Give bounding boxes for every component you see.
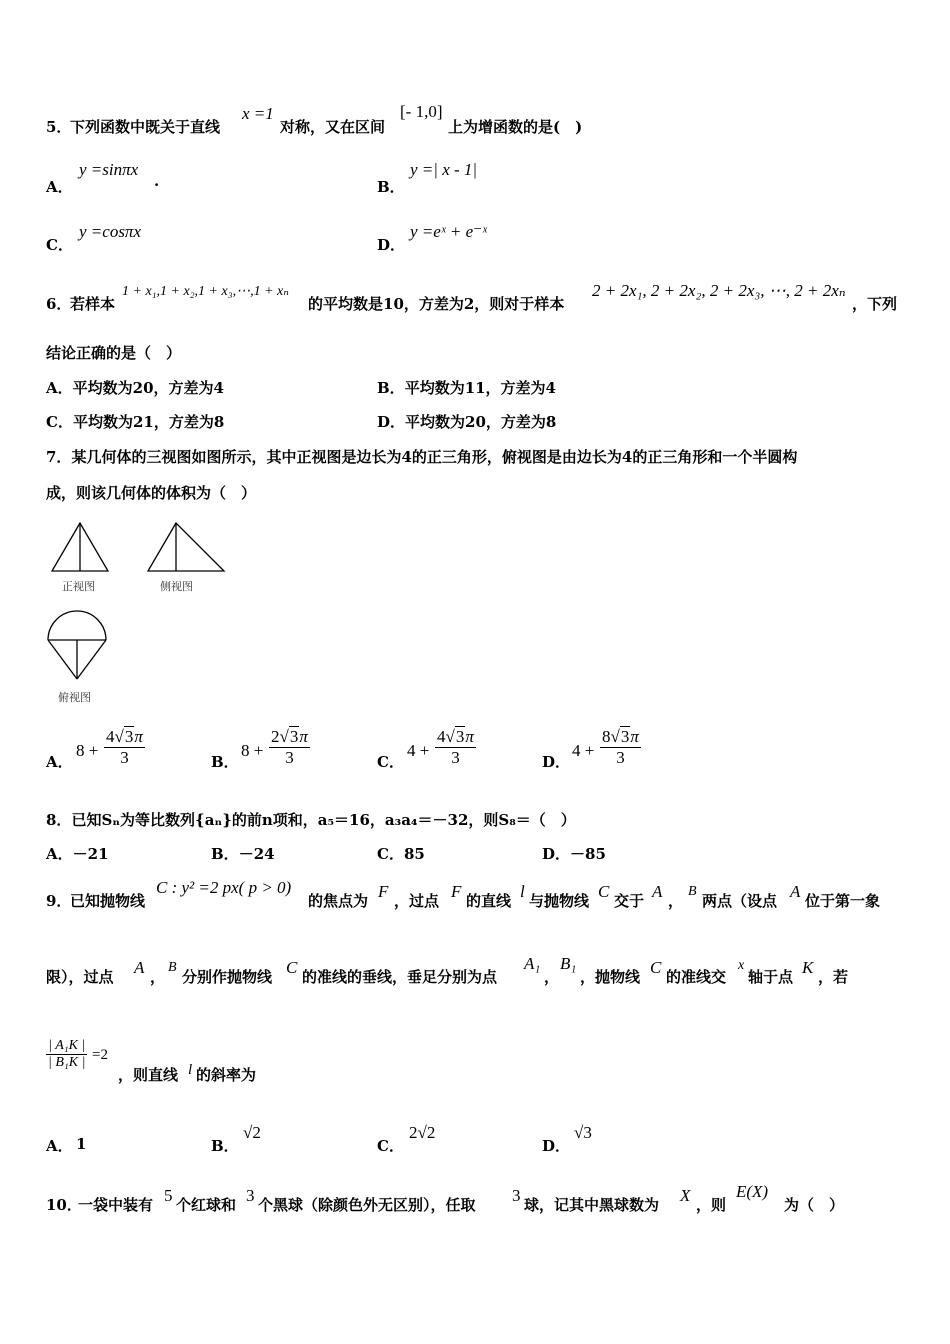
q7-c-pi: π (465, 727, 474, 746)
q9-l2-point-a: A (134, 958, 145, 977)
q9-point-a1: A₁ (524, 954, 541, 973)
q5-option-b-expr: y =| x - 1| (410, 160, 478, 179)
side-view-shape (148, 523, 224, 571)
q7-three-view-figure (40, 515, 240, 710)
q9-point-a-2: A (790, 882, 801, 901)
q7-option-c-int: 4 + (407, 741, 430, 760)
q8-option-a-label: A． (46, 845, 73, 863)
q9-point-b: B (688, 884, 697, 899)
q5-number: 5． (46, 118, 72, 136)
q9-text-7: ， (668, 892, 684, 910)
q7-c-den: 3 (451, 748, 460, 767)
q9-l2-axis-x: x (738, 958, 745, 973)
q6-option-c-text: 平均数为21，方差为8 (72, 413, 225, 431)
question-9 (46, 878, 916, 910)
q7-line-1: 某几何体的三视图如图所示，其中正视图是边长为4的正三角形，俯视图是由边长为4的正三角形和一个半圆构 (71, 448, 798, 466)
q6-option-a-label: A． (46, 379, 73, 397)
front-view-label: 正视图 (62, 580, 95, 593)
q9-point-a: A (652, 882, 663, 901)
q8-option-d-label: D． (542, 845, 571, 863)
q8-option-c-text: 85 (403, 845, 425, 863)
q6-option-d-label: D． (377, 413, 406, 431)
q5-option-b-label: B． (377, 178, 405, 196)
q9-text-4: 的直线 (466, 892, 512, 910)
q7-d-den: 3 (616, 748, 625, 767)
q9-l3-line-l: l (188, 1062, 193, 1078)
q7-a-rad: 3 (124, 727, 134, 746)
top-view-label: 俯视图 (58, 691, 91, 704)
q9-l2-text-4: ，抛物线 (580, 968, 641, 986)
top-view-shape (48, 611, 106, 679)
q9-l2-curve-c-2: C (650, 958, 662, 977)
q5-text-1: 下列函数中既关于直线 (70, 118, 221, 136)
q5-option-d-label: D． (377, 236, 406, 254)
q7-line-2: 成，则该几何体的体积为（ ） (46, 484, 257, 502)
q5-option-a-expr: y =sinπx (79, 160, 139, 179)
q6-option-a-text: 平均数为20，方差为4 (72, 379, 224, 397)
q7-d-rad: 3 (620, 727, 630, 746)
q9-parabola-eq: C : y² =2 px( p > 0) (156, 878, 292, 897)
q7-d-pi: π (630, 727, 639, 746)
q9-text-3: ，过点 (394, 892, 440, 910)
q7-a-coef: 4 (106, 727, 115, 746)
q6-line-2: 结论正确的是（ ） (46, 344, 182, 362)
q10-five: 5 (164, 1186, 173, 1205)
q9-l2-comma-2: ， (544, 968, 560, 986)
q9-l2-text-2: 分别作抛物线 (182, 968, 273, 986)
question-10 (46, 1182, 916, 1214)
q9-text-5: 与抛物线 (529, 892, 590, 910)
q9-l3-text-2: 的斜率为 (196, 1066, 257, 1084)
q10-expectation: E(X) (736, 1182, 769, 1201)
side-view-label: 侧视图 (160, 580, 193, 593)
q7-option-c-fraction: $\frac{4√3\pi}{3}$ (437, 727, 474, 767)
q10-three: 3 (246, 1186, 255, 1205)
q7-c-rad: 3 (455, 727, 465, 746)
q7-c-coef: 4 (437, 727, 446, 746)
q6-option-b[interactable] (377, 377, 556, 398)
q6-text-1: 若样本 (70, 295, 116, 313)
q9-option-b-label: B． (211, 1137, 239, 1155)
q10-number: 10． (46, 1196, 82, 1214)
q10-text-3: 个黑球（除颜色外无区别），任取 (258, 1196, 476, 1214)
q10-three-b: 3 (512, 1186, 521, 1205)
q8-option-d[interactable] (542, 843, 606, 864)
question-6 (46, 283, 916, 313)
q7-option-c-label: C． (377, 753, 404, 771)
q9-ratio-num: | A₁K | (46, 1038, 87, 1055)
q7-number: 7． (46, 448, 72, 466)
q9-option-c-label: C． (377, 1137, 404, 1155)
q8-option-b-text: －24 (238, 845, 275, 863)
q5-math-interval: [- 1,0] (400, 102, 443, 121)
q7-option-d-fraction: $\frac{8√3\pi}{3}$ (602, 727, 639, 767)
q10-text-5: ，则 (696, 1196, 727, 1214)
q7-a-den: 3 (120, 748, 129, 767)
q8-option-b-label: B． (211, 845, 239, 863)
q8-option-c-label: C． (377, 845, 404, 863)
q5-math-line: x =1 (242, 104, 274, 123)
q9-ratio-fraction (46, 1038, 87, 1071)
q7-b-rad: 3 (289, 727, 299, 746)
q9-option-d-text: √3 (574, 1123, 592, 1142)
q6-option-c-label: C． (46, 413, 73, 431)
q10-text-6: 为（ ） (784, 1196, 845, 1214)
q9-focus-f: F (378, 882, 389, 901)
q9-text-6: 交于 (614, 892, 645, 910)
q8-text: 已知Sₙ为等比数列{aₙ}的前n项和，a₅＝16，a₃a₄＝－32，则S₈＝（ ） (71, 811, 576, 829)
q6-option-b-text: 平均数为11，方差为4 (404, 379, 556, 397)
q7-b-pi: π (299, 727, 308, 746)
q6-sample-2: 2 + 2x₁, 2 + 2x₂, 2 + 2x₃, ⋯, 2 + 2xₙ (592, 281, 846, 300)
question-8 (46, 809, 576, 830)
q9-l2-text-1: 限），过点 (46, 968, 114, 986)
q9-l2-curve-c: C (286, 958, 298, 977)
q9-option-a-label: A． (46, 1137, 73, 1155)
q9-l2-comma: ， (150, 968, 166, 986)
q10-text-4: 球，记其中黑球数为 (524, 1196, 660, 1214)
q7-option-b-fraction: $\frac{2√3\pi}{3}$ (271, 727, 308, 767)
q8-option-b[interactable] (211, 843, 275, 864)
q6-option-c[interactable] (46, 411, 224, 432)
q5-option-c-expr: y =cosπx (79, 222, 141, 241)
q10-text-1: 一袋中装有 (78, 1196, 154, 1214)
q9-option-d-label: D． (542, 1137, 571, 1155)
q9-ratio-eq: =2 (92, 1047, 108, 1063)
q7-option-a-label: A． (46, 753, 73, 771)
q6-option-d-text: 平均数为20，方差为8 (405, 413, 557, 431)
q6-sample-1: 1 + x₁,1 + x₂,1 + x₃,⋯,1 + xₙ (122, 284, 289, 299)
q9-text-9: 位于第一象 (805, 892, 881, 910)
q6-text-2: 的平均数是10，方差为2，则对于样本 (308, 295, 565, 313)
q9-l2-point-b: B (168, 960, 177, 975)
q9-text-8: 两点（设点 (702, 892, 778, 910)
q9-number: 9． (46, 892, 72, 910)
q7-option-a-fraction: $\frac{4√3\pi}{3}$ (106, 727, 143, 767)
q7-option-b-int: 8 + (241, 741, 264, 760)
q8-option-d-text: －85 (570, 845, 606, 863)
q8-number: 8． (46, 811, 72, 829)
q5-option-a-tail: . (154, 172, 160, 190)
q6-text-3: ，下列 (852, 295, 898, 313)
q7-option-d-int: 4 + (572, 741, 595, 760)
q8-option-a[interactable] (46, 843, 109, 864)
q7-option-b-label: B． (211, 753, 239, 771)
q10-var-x: X (680, 1186, 691, 1205)
q5-option-c-label: C． (46, 236, 73, 254)
q9-l2-text-3: 的准线的垂线，垂足分别为点 (302, 968, 498, 986)
q9-line-l: l (520, 882, 525, 901)
q9-l2-text-7: ，若 (818, 968, 849, 986)
q5-text-3: 上为增函数的是( ) (448, 118, 583, 136)
q7-b-den: 3 (285, 748, 294, 767)
q7-d-coef: 8 (602, 727, 611, 746)
q7-a-pi: π (134, 727, 143, 746)
q9-l3-text-1: ，则直线 (118, 1066, 179, 1084)
q9-text-2: 的焦点为 (308, 892, 369, 910)
q9-point-b1: B₁ (560, 954, 577, 973)
q7-option-a-int: 8 + (76, 741, 99, 760)
q6-number: 6． (46, 295, 72, 313)
q7-b-coef: 2 (271, 727, 280, 746)
q7-option-d-label: D． (542, 753, 571, 771)
q5-text-2: 对称，又在区间 (280, 118, 386, 136)
q9-option-a-text: 1 (76, 1135, 87, 1153)
q6-option-d[interactable] (377, 411, 556, 432)
q9-option-b-text: √2 (243, 1123, 261, 1142)
q9-l2-text-5: 的准线交 (666, 968, 727, 986)
question-7 (46, 446, 797, 467)
q9-ratio-den: | B₁K | (48, 1055, 86, 1070)
q5-option-d-expr: y =eˣ + e⁻ˣ (410, 222, 487, 241)
q9-ratio (46, 1038, 346, 1084)
q6-option-a[interactable] (46, 377, 224, 398)
q10-text-2: 个红球和 (176, 1196, 237, 1214)
q9-l2-text-6: 轴于点 (748, 968, 794, 986)
q9-focus-f-2: F (451, 882, 462, 901)
q8-option-c[interactable] (377, 843, 425, 864)
q9-point-k: K (802, 958, 814, 977)
q9-curve-c: C (598, 882, 610, 901)
q5-option-a-label: A． (46, 178, 73, 196)
q9-text-1: 已知抛物线 (70, 892, 146, 910)
q6-option-b-label: B． (377, 379, 405, 397)
front-view-shape (52, 523, 108, 571)
q9-option-c-text: 2√2 (409, 1123, 436, 1142)
q9-line-2 (46, 954, 916, 986)
q8-option-a-text: －21 (72, 845, 109, 863)
